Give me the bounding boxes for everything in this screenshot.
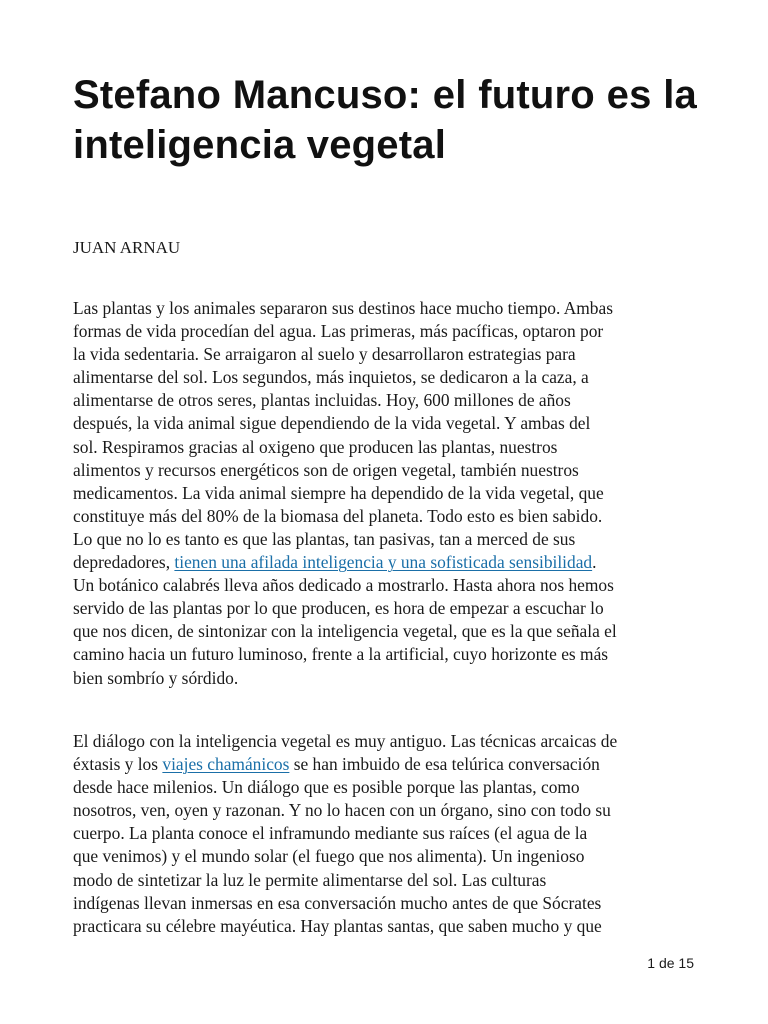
text-line: Lo que no lo es tanto es que las plantas, tan pasivas, tan a merced de sus [73,528,576,549]
author-name: JUAN ARNAU [73,238,181,257]
text-line: la vida sedentaria. Se arraigaron al suelo y desarrollaron estrategias para [73,344,576,365]
text-line: practicara su célebre mayéutica. Hay plantas santas, que saben mucho y que [73,915,602,936]
text-line: medicamentos. La vida animal siempre ha dependido de la vida vegetal, que [73,482,604,503]
text-line: servido de las plantas por lo que producen, es hora de empezar a escuchar lo [73,598,604,619]
text-line: alimentarse de otros seres, plantas incluidas. Hoy, 600 millones de años [73,390,571,411]
text-line: formas de vida procedían del agua. Las primeras, más pacíficas, optaron por [73,321,604,342]
text-line: modo de sintetizar la luz le permite alimentarse del sol. Las culturas [73,869,547,890]
link-plant-intelligence[interactable]: tienen una afilada inteligencia y una sofisticada sensibilidad [174,552,593,573]
text-line: desde hace milenios. Un diálogo que es posible porque las plantas, como [73,777,580,798]
text-line: El diálogo con la inteligencia vegetal es muy antiguo. Las técnicas arcaicas de [73,731,618,751]
text-line: cuerpo. La planta conoce el inframundo mediante sus raíces (el agua de la [73,823,588,844]
text-line: Las plantas y los animales separaron sus destinos hace mucho tiempo. Ambas [73,298,613,318]
text-line: indígenas llevan inmersas en esa conversación mucho antes de que Sócrates [73,892,602,913]
link-shamanic-journeys[interactable]: viajes chamánicos [162,754,290,775]
text-segment: . [592,552,597,573]
paragraph-intro [73,297,697,690]
text-line-with-link [73,551,697,574]
text-line: que venimos) y el mundo solar (el fuego que nos alimenta). Un ingenioso [73,846,585,867]
page-indicator: 1 de 15 [647,955,694,971]
text-line: después, la vida animal sigue dependiendo de la vida vegetal. Y ambas del [73,413,591,434]
text-line: sol. Respiramos gracias al oxigeno que producen las plantas, nuestros [73,436,558,457]
text-segment: se han imbuido de esa telúrica conversación [289,754,600,775]
text-line: nosotros, ven, oyen y razonan. Y no lo hacen con un órgano, sino con todo su [73,800,611,821]
paragraph-dialogue [73,730,697,938]
text-line: alimentos y recursos energéticos son de origen vegetal, también nuestros [73,459,579,480]
text-line: Un botánico calabrés lleva años dedicado a mostrarlo. Hasta ahora nos hemos [73,575,614,596]
article-title: Stefano Mancuso: el futuro es la inteligencia vegetal [73,73,697,167]
text-line: camino hacia un futuro luminoso, frente a la artificial, cuyo horizonte es más [73,644,609,665]
text-line: alimentarse del sol. Los segundos, más inquietos, se dedicaron a la caza, a [73,367,589,388]
text-line: bien sombrío y sórdido. [73,667,239,688]
text-segment: depredadores, [73,552,175,573]
text-line: constituye más del 80% de la biomasa del planeta. Todo esto es bien sabido. [73,505,603,526]
text-line: que nos dicen, de sintonizar con la inteligencia vegetal, que es la que señala el [73,621,617,642]
text-segment: éxtasis y los [73,754,163,775]
text-line-with-link [73,753,697,776]
